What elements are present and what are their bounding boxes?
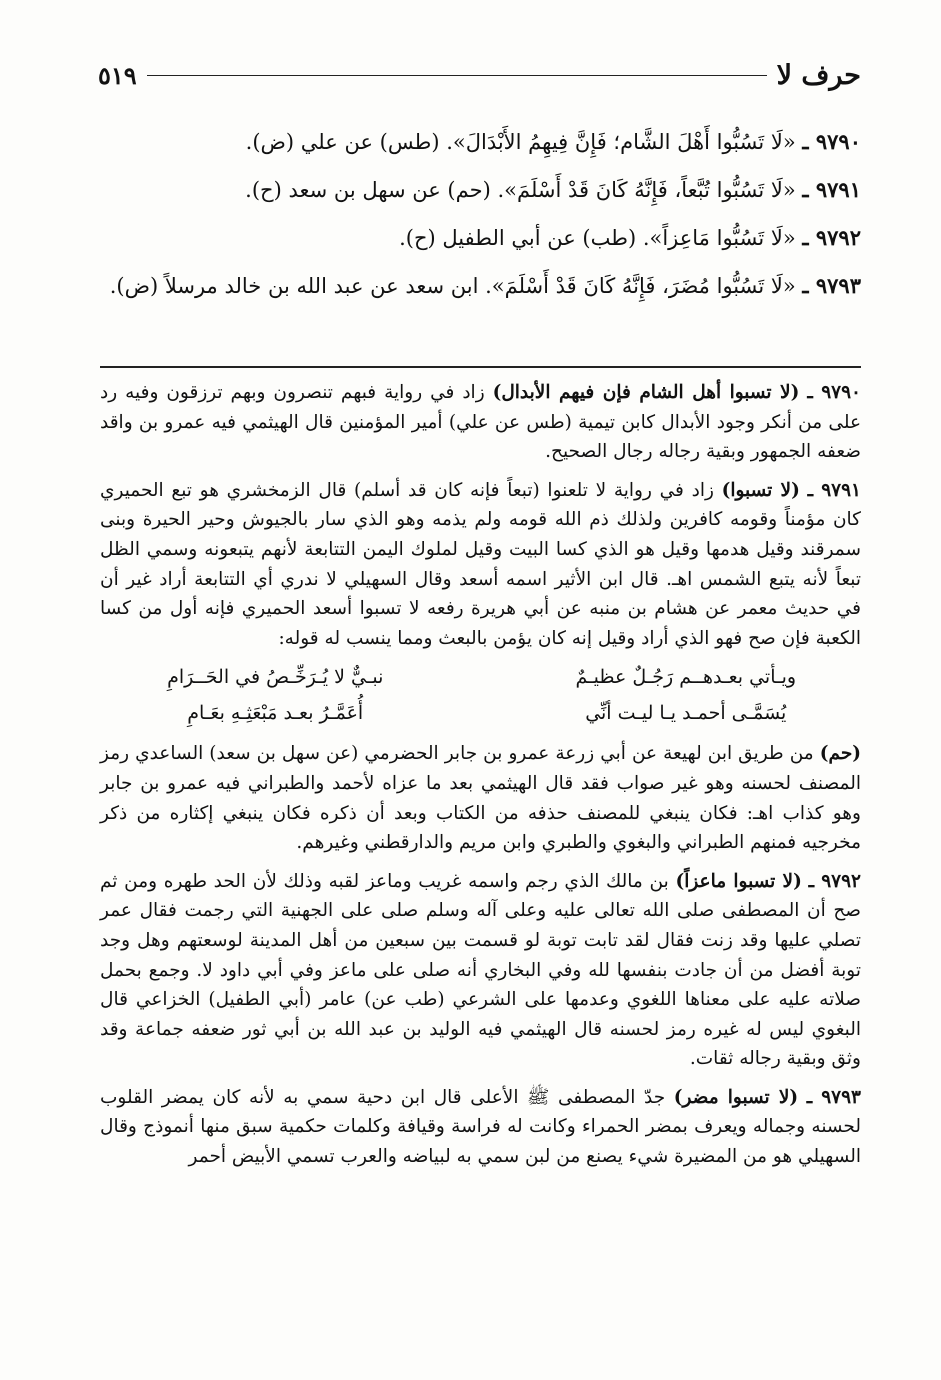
footnote-separator bbox=[100, 366, 861, 368]
poem bbox=[100, 663, 861, 727]
hadith-item bbox=[100, 214, 861, 262]
commentary-number: ٩٧٩١ ـ bbox=[807, 479, 861, 501]
commentary-text: زاد في رواية فبهم تنصرون وبهم ترزقون وفيه رد على من أنكر وجود الأبدال كابن تيمية (طس عن علي) أمير المؤمنين قال الهيثمي فيه عمرو بن واقد ضعفه الجمهور وبقية رجاله رجال الصحيح. bbox=[100, 382, 861, 463]
commentary-lemma: (لا تسبوا) bbox=[721, 479, 800, 501]
hadith-text: «لَا تَسُبُّوا أَهْلَ الشَّام؛ فَإِنَّ فِيهِمُ الأَبْدَالَ». (طس) عن علي (ض). bbox=[245, 130, 796, 154]
hadith-text: «لَا تَسُبُّوا تُبَّعاً، فَإِنَّهُ كَانَ قَدْ أَسْلَمَ». (حم) عن سهل بن سعد (ح). bbox=[245, 178, 796, 202]
commentary-section bbox=[100, 378, 861, 1181]
commentary-item bbox=[100, 476, 861, 654]
poem-hemistich: أُعَمَّـرُ بعـد مَبْعَثِـهِ بعَـامِ bbox=[187, 702, 364, 725]
commentary-lemma: (لا تسبوا ماعزاً) bbox=[675, 870, 802, 892]
poem-hemistich: ويـأتي بعـدهــم رَجُـلٌ عظيـمٌ bbox=[575, 666, 797, 689]
header-rule bbox=[147, 75, 767, 76]
page-header bbox=[98, 58, 861, 92]
commentary-lemma: (لا تسبوا أهل الشام فإن فيهم الأبدال) bbox=[492, 382, 800, 403]
commentary-text: بن مالك الذي رجم واسمه غريب وماعز لقبه وذلك لأن الحد طهره ومن ثم صح أن المصطفى صلى الله تعالى عليه وعلى آله وسلم صلى على الجهنية التي رجمت فقال عمر تصلي عليها وقد زنت فقال لقد تابت توبة لو قسمت بين سبعين من أهل المدينة لوسعتهم وهل وجد توبة أفضل من أن جادت بنفسها لله وفي البخاري أنه صلى على ماعز وفي أبي داود لا. وجمع بحمل صلاته عليه على معناها اللغوي وعدمها على الشرعي (طب عن) عامر (أبي الطفيل) الخزاعي قال البغوي ليس له غيره رمز لحسنه قال الهيثمي فيه الوليد بن عبد الله بن أبي ثور ضعفه جماعة وقد وثق وبقية رجاله ثقات. bbox=[100, 870, 861, 1070]
hadith-item bbox=[100, 262, 861, 310]
commentary-lemma: (لا تسبوا مضر) bbox=[673, 1086, 799, 1108]
commentary-number: ٩٧٩٠ ـ bbox=[807, 382, 861, 403]
poem-hemistich: يُسَمَّـى أحمـد يـا ليـت أنِّي bbox=[585, 702, 787, 725]
hadith-number: ٩٧٩٢ ـ bbox=[802, 225, 861, 250]
hadith-text: «لَا تَسُبُّوا مُضَرَ، فَإِنَّهُ كَانَ قَدْ أَسْلَمَ». ابن سعد عن عبد الله بن خالد مرسلاً (ض). bbox=[109, 274, 796, 298]
commentary-number: ٩٧٩٣ ـ bbox=[806, 1086, 861, 1108]
hadith-number: ٩٧٩٠ ـ bbox=[802, 129, 861, 154]
poem-hemistich: نبـيٌّ لا يُـرَخِّـصُ في الحَــرَامِ bbox=[167, 666, 384, 689]
hadith-number: ٩٧٩١ ـ bbox=[802, 177, 861, 202]
hadith-item bbox=[100, 166, 861, 214]
page-number: ٥١٩ bbox=[98, 60, 137, 90]
hadith-text: «لَا تَسُبُّوا مَاعِزاً». (طب) عن أبي الطفيل (ح). bbox=[399, 226, 796, 250]
commentary-item bbox=[100, 378, 861, 467]
commentary-text: زاد في رواية لا تلعنوا (تبعاً فإنه كان قد أسلم) قال الزمخشري هو تبع الحميري كان مؤمناً وقومه كافرين ولذلك ذم الله قومه ولم يذمه وهو الذي سار بالجيوش وحير الحيرة وبنى سمرقند وقيل هدمها وقيل هو الذي كسا البيت وقيل لملوك اليمن التتابعة لأنهم يتبعونه وسمي الظل تبعاً لأنه يتبع الشمس اهـ. قال ابن الأثير اسمه أسعد وقال السهيلي لا ندري أي التتابعة أراد غير أن في حديث معمر عن هشام بن منبه عن أبي هريرة رفعه لا تسبوا أسعد الحميري فإنه أول من كسا الكعبة فإن صح فهو الذي أراد وقيل إنه كان يؤمن بالبعث ومما ينسب له قوله: bbox=[100, 479, 861, 649]
hadith-item bbox=[100, 118, 861, 166]
commentary-lemma: (حم) bbox=[819, 743, 862, 765]
commentary-text: جدّ المصطفى ﷺ الأعلى قال ابن دحية سمي به لأنه كان يمضر القلوب لحسنه وجماله ويعرف بمضر الحمراء وكانت له فراسة وقيافة وكلمات حكمية سبق منها أنموذج وقال السهيلي هو من المضيرة شيء يصنع من لبن سمي به لبياضه والعرب تسمي الأبيض أحمر bbox=[100, 1086, 861, 1168]
hadith-number: ٩٧٩٣ ـ bbox=[802, 273, 861, 298]
hadith-list bbox=[100, 118, 861, 310]
commentary-number: ٩٧٩٢ ـ bbox=[808, 870, 861, 892]
commentary-item bbox=[100, 867, 861, 1074]
commentary-item bbox=[100, 739, 861, 857]
commentary-item bbox=[100, 1083, 861, 1172]
commentary-text: من طريق ابن لهيعة عن أبي زرعة عمرو بن جابر الحضرمي (عن سهل بن سعد) الساعدي رمز المصنف لحسنه وهو غير صواب فقد قال الهيثمي بعد ما عزاه لأحمد والطبراني فيه عمرو بن جابر وهو كذاب اهـ: فكان ينبغي للمصنف حذفه من الكتاب وبعد أن ذكره فكان ينبغي إكثاره من ذكر مخرجيه فمنهم الطبراني والبغوي والطبري وابن مريم والدارقطني وغيرهم. bbox=[100, 743, 861, 854]
chapter-title: حرف لا bbox=[776, 59, 861, 91]
